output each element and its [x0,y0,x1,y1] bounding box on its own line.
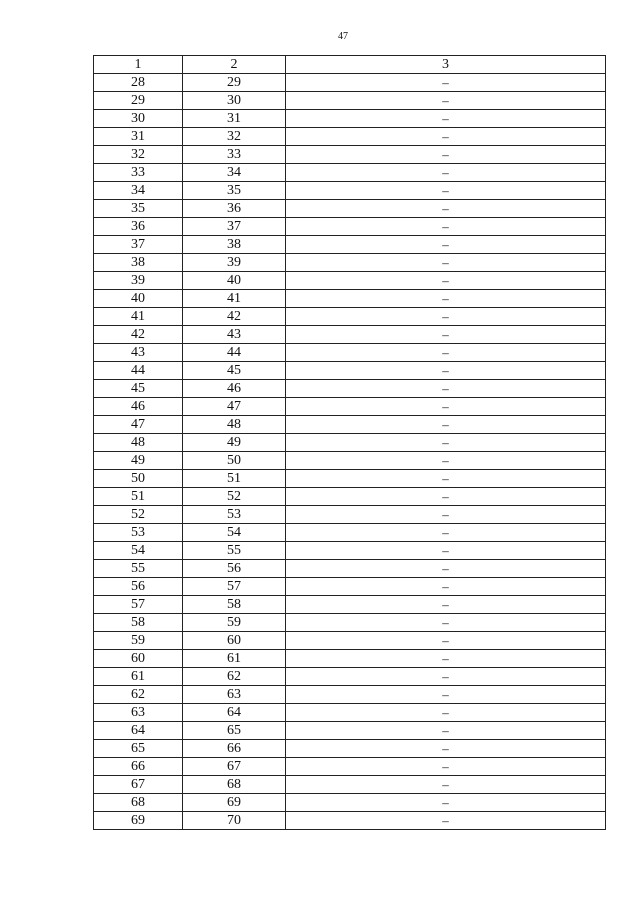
table-row [94,164,606,182]
table-row [94,128,606,146]
table-cell-col1: 64 [94,722,183,740]
column-header-2: 2 [183,56,286,74]
table-cell-col1: 28 [94,74,183,92]
table-cell-col2: 44 [183,344,286,362]
table-cell-col2: 65 [183,722,286,740]
table-cell-col3: – [286,326,606,344]
table-cell-col3: – [286,650,606,668]
table-cell-col2: 49 [183,434,286,452]
table-row [94,812,606,830]
table-cell-col1: 34 [94,182,183,200]
column-header-1: 1 [94,56,183,74]
table-cell-col1: 43 [94,344,183,362]
table-row [94,794,606,812]
table-cell-col2: 53 [183,506,286,524]
table-cell-col2: 47 [183,398,286,416]
table-cell-col1: 65 [94,740,183,758]
table-cell-col2: 40 [183,272,286,290]
table-cell-col2: 41 [183,290,286,308]
table-cell-col1: 30 [94,110,183,128]
table-cell-col3: – [286,380,606,398]
table-row [94,560,606,578]
table-row [94,722,606,740]
table-cell-col3: – [286,146,606,164]
page-number: 47 [338,31,348,42]
table-cell-col1: 67 [94,776,183,794]
table-row [94,488,606,506]
table-cell-col2: 42 [183,308,286,326]
table-cell-col1: 32 [94,146,183,164]
table-cell-col3: – [286,794,606,812]
table-cell-col1: 41 [94,308,183,326]
table-cell-col3: – [286,182,606,200]
table-cell-col2: 37 [183,218,286,236]
table-cell-col2: 36 [183,200,286,218]
table-row [94,200,606,218]
table-cell-col3: – [286,290,606,308]
table-cell-col3: – [286,614,606,632]
table-cell-col2: 68 [183,776,286,794]
table-cell-col2: 31 [183,110,286,128]
table-cell-col3: – [286,596,606,614]
table-cell-col3: – [286,344,606,362]
table-cell-col2: 29 [183,74,286,92]
table-cell-col2: 32 [183,128,286,146]
table-cell-col2: 54 [183,524,286,542]
table-row [94,290,606,308]
table-cell-col2: 51 [183,470,286,488]
table-row [94,182,606,200]
table-cell-col1: 59 [94,632,183,650]
table-row [94,380,606,398]
table-row [94,362,606,380]
table-cell-col1: 36 [94,218,183,236]
table-cell-col1: 63 [94,704,183,722]
table-cell-col3: – [286,218,606,236]
table-cell-col2: 45 [183,362,286,380]
table-cell-col2: 57 [183,578,286,596]
table-row [94,686,606,704]
table-cell-col2: 38 [183,236,286,254]
table-cell-col2: 66 [183,740,286,758]
table-cell-col2: 46 [183,380,286,398]
table-cell-col3: – [286,542,606,560]
table-row [94,272,606,290]
table-row [94,542,606,560]
table-row [94,452,606,470]
header-row [94,56,606,74]
table-cell-col1: 66 [94,758,183,776]
table-cell-col3: – [286,272,606,290]
table-cell-col2: 55 [183,542,286,560]
table-row [94,704,606,722]
table-row [94,344,606,362]
table-cell-col1: 49 [94,452,183,470]
table-cell-col2: 30 [183,92,286,110]
table-row [94,740,606,758]
table-cell-col3: – [286,812,606,830]
table-cell-col3: – [286,488,606,506]
table-cell-col3: – [286,470,606,488]
table-cell-col2: 56 [183,560,286,578]
table-cell-col2: 70 [183,812,286,830]
table-cell-col2: 33 [183,146,286,164]
table-cell-col2: 63 [183,686,286,704]
table-cell-col1: 35 [94,200,183,218]
table-cell-col1: 56 [94,578,183,596]
table-cell-col1: 29 [94,92,183,110]
table-cell-col1: 37 [94,236,183,254]
table-cell-col1: 54 [94,542,183,560]
table-row [94,506,606,524]
table-cell-col1: 69 [94,812,183,830]
table-cell-col2: 69 [183,794,286,812]
table-cell-col3: – [286,506,606,524]
table-cell-col3: – [286,578,606,596]
table-cell-col1: 33 [94,164,183,182]
table-cell-col2: 50 [183,452,286,470]
table-cell-col3: – [286,704,606,722]
table-cell-col2: 48 [183,416,286,434]
table-row [94,398,606,416]
table-row [94,470,606,488]
table-cell-col1: 52 [94,506,183,524]
table-cell-col1: 31 [94,128,183,146]
table-cell-col2: 64 [183,704,286,722]
table-row [94,758,606,776]
table-row [94,110,606,128]
table-row [94,578,606,596]
table-cell-col1: 55 [94,560,183,578]
table-cell-col1: 46 [94,398,183,416]
table-cell-col2: 43 [183,326,286,344]
table-cell-col1: 48 [94,434,183,452]
table-cell-col3: – [286,236,606,254]
table-row [94,596,606,614]
table-row [94,254,606,272]
table-cell-col3: – [286,164,606,182]
table-cell-col1: 38 [94,254,183,272]
table-cell-col3: – [286,254,606,272]
table-cell-col3: – [286,416,606,434]
table-cell-col1: 53 [94,524,183,542]
table-cell-col1: 42 [94,326,183,344]
table-row [94,218,606,236]
table-cell-col1: 45 [94,380,183,398]
table-cell-col1: 44 [94,362,183,380]
column-header-3: 3 [286,56,606,74]
table-row [94,308,606,326]
table-cell-col1: 68 [94,794,183,812]
table-cell-col2: 61 [183,650,286,668]
table-cell-col2: 52 [183,488,286,506]
table-cell-col3: – [286,740,606,758]
table-cell-col2: 67 [183,758,286,776]
table-cell-col2: 34 [183,164,286,182]
table-cell-col3: – [286,452,606,470]
table-cell-col2: 62 [183,668,286,686]
table-row [94,434,606,452]
table-row [94,524,606,542]
table-row [94,650,606,668]
table-row [94,236,606,254]
table-cell-col2: 39 [183,254,286,272]
table-row [94,146,606,164]
table-cell-col1: 62 [94,686,183,704]
table-cell-col3: – [286,398,606,416]
table-cell-col1: 58 [94,614,183,632]
table-cell-col3: – [286,110,606,128]
table-cell-col1: 60 [94,650,183,668]
table-cell-col2: 60 [183,632,286,650]
data-table [93,55,606,830]
table-cell-col3: – [286,362,606,380]
table-cell-col3: – [286,686,606,704]
table-row [94,92,606,110]
table-row [94,776,606,794]
table-cell-col1: 40 [94,290,183,308]
table-cell-col2: 58 [183,596,286,614]
table-cell-col3: – [286,92,606,110]
table-cell-col3: – [286,74,606,92]
table-cell-col3: – [286,632,606,650]
table-row [94,74,606,92]
table-cell-col1: 50 [94,470,183,488]
table-cell-col1: 61 [94,668,183,686]
table-cell-col3: – [286,776,606,794]
table-cell-col3: – [286,668,606,686]
table-row [94,668,606,686]
table-body [94,74,606,830]
table-row [94,416,606,434]
table-cell-col2: 59 [183,614,286,632]
table-cell-col3: – [286,200,606,218]
table-row [94,326,606,344]
table-row [94,614,606,632]
table-cell-col3: – [286,560,606,578]
table-cell-col3: – [286,308,606,326]
table-cell-col1: 57 [94,596,183,614]
table-cell-col3: – [286,722,606,740]
table-row [94,632,606,650]
table-cell-col1: 39 [94,272,183,290]
table-cell-col1: 51 [94,488,183,506]
table-cell-col3: – [286,758,606,776]
table-cell-col3: – [286,434,606,452]
table-cell-col2: 35 [183,182,286,200]
table-cell-col1: 47 [94,416,183,434]
table-cell-col3: – [286,524,606,542]
table-cell-col3: – [286,128,606,146]
